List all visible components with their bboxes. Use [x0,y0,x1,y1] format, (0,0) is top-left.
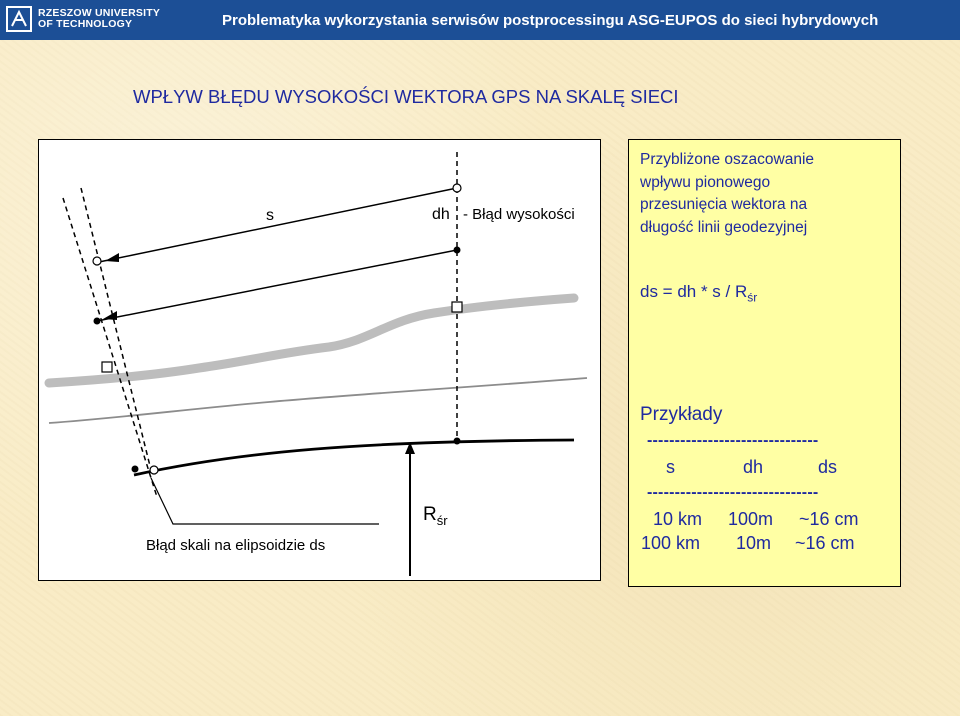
column-header-dh: dh [743,457,764,477]
label-scale-error: Błąd skali na elipsoidzie ds [146,537,326,554]
formula-sub: śr [747,290,758,305]
approximation-text [640,149,814,239]
approx-line-4: długość linii geodezyjnej [640,218,808,236]
logo-line-2: OF TECHNOLOGY [38,17,133,30]
marker-square-left [102,362,112,372]
column-header-ds: ds [818,457,838,477]
point-mid-right [454,247,461,254]
vector-upper-arrowhead [105,253,119,262]
row-1-dh: 100m [728,509,774,529]
speck [570,439,572,441]
marker-square-right [452,302,462,312]
point-ellipsoid-left-open [150,466,158,474]
separator-bottom: ------------------------------- [647,484,819,501]
formula [640,282,757,304]
label-dh-desc: - Błąd wysokości [463,206,575,223]
scale-error-leader [151,478,379,524]
label-dh: dh [432,206,450,223]
vector-upper [99,188,457,262]
logo-text [38,8,160,30]
logo-line-1: RZESZOW UNIVERSITY [38,6,161,19]
vector-lower-arrowhead [103,311,117,320]
row-2-dh: 10m [736,533,772,553]
point-mid-left [94,318,101,325]
label-r-main: R [423,504,437,525]
point-ellipsoid-left [132,466,139,473]
point-upper-left [93,257,101,265]
point-upper-right [453,184,461,192]
dashed-line-left-2 [81,188,151,470]
dashed-line-left-1 [63,198,157,497]
row-1-ds: ~16 cm [799,509,859,529]
approx-line-1: Przybliżone oszacowanie [640,151,815,168]
approx-line-3: przesunięcia wektora na [640,196,808,213]
ellipsoid-arc [134,440,574,475]
label-r-sub: śr [436,512,448,528]
examples-title: Przykłady [640,404,723,425]
separator-top: ------------------------------- [647,432,819,449]
slide-title: WPŁYW BŁĘDU WYSOKOŚCI WEKTORA GPS NA SKALĘ SIECI [133,86,679,107]
row-2-ds: ~16 cm [795,533,855,553]
diagram-panel [38,139,601,581]
header-title: Problematyka wykorzystania serwisów postprocessingu ASG-EUPOS do sieci hybrydowych [222,12,879,29]
university-logo [2,2,178,35]
column-header-s: s [666,457,675,477]
point-ellipsoid-right [454,438,461,445]
row-2-s: 100 km [641,533,701,553]
row-1-s: 10 km [653,509,703,529]
formula-main: ds = dh * s / R [640,282,748,301]
vector-lower [97,250,457,321]
info-panel [628,139,901,587]
label-s: s [266,207,274,224]
terrain-band [49,298,574,383]
approx-line-2: wpływu pionowego [640,173,771,191]
logo-emblem-icon [6,6,32,32]
header-bar [0,0,960,40]
label-r [423,504,448,528]
